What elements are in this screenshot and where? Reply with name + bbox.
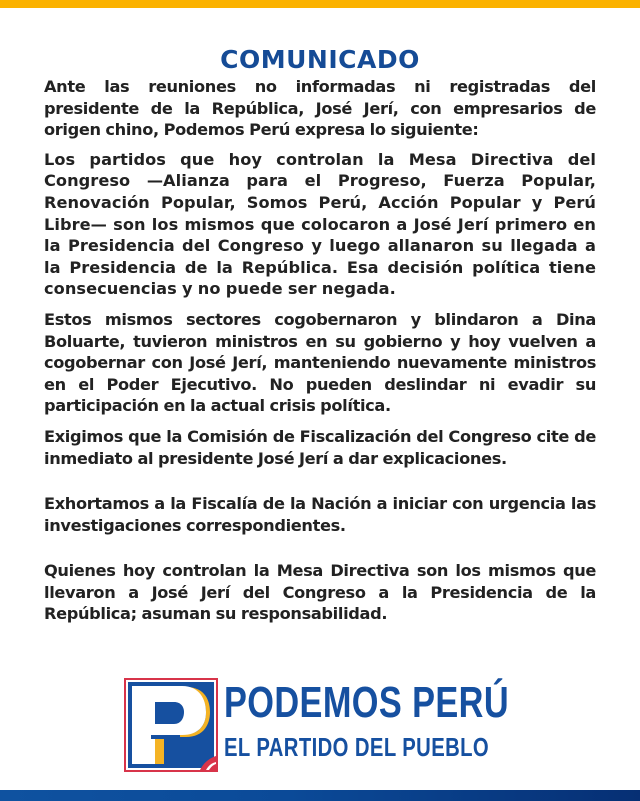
document-title: COMUNICADO [220,44,420,74]
paragraph-responsibility: Quienes hoy controlan la Mesa Directiva son los mismos que llevaron a José Jerí del Congreso a la Presidencia de la República; asuman su responsabilidad. [44,561,596,624]
brand-name: PODEMOS PERÚ [224,678,510,727]
party-logo-lockup [124,678,524,774]
paragraph-cogovernance: Estos mismos sectores cogobernaron y blindaron a Dina Boluarte, tuvieron ministros en su gobierno y hoy vuelven a cogobernar con José Jerí, manteniendo nuevamente ministros en el Poder Ejecutivo. No pueden deslindar ni evadir su participación en la actual crisis política. [44,309,596,416]
paragraph-parties: Los partidos que hoy controlan la Mesa Directiva del Congreso —Alianza para el Progreso, Fuerza Popular, Renovación Popular, Somos Perú, Acción Popular y Perú Libre— son los mismos que colocaron a José Jerí primero en la Presidencia del Congreso y luego allanaron su llegada a la Presidencia de la República. Esa decisión política tiene consecuencias y no puede ser negada. [44,149,596,299]
podemos-peru-p-logo-icon [124,678,218,772]
statement-body [44,76,596,625]
bottom-accent-bar [0,790,640,801]
paragraph-intro: Ante las reuniones no informadas ni registradas del presidente de la República, José Jerí, con empresarios de origen chino, Podemos Perú expresa lo siguiente: [44,77,596,140]
brand-tagline: EL PARTIDO DEL PUEBLO [224,732,490,762]
top-accent-bar [0,0,640,8]
paragraph-demand-fiscalization: Exigimos que la Comisión de Fiscalización del Congreso cite de inmediato al presidente José Jerí a dar explicaciones. [44,426,596,468]
paragraph-exhort-prosecutor: Exhortamos a la Fiscalía de la Nación a iniciar con urgencia las investigaciones correspondientes. [44,494,596,535]
